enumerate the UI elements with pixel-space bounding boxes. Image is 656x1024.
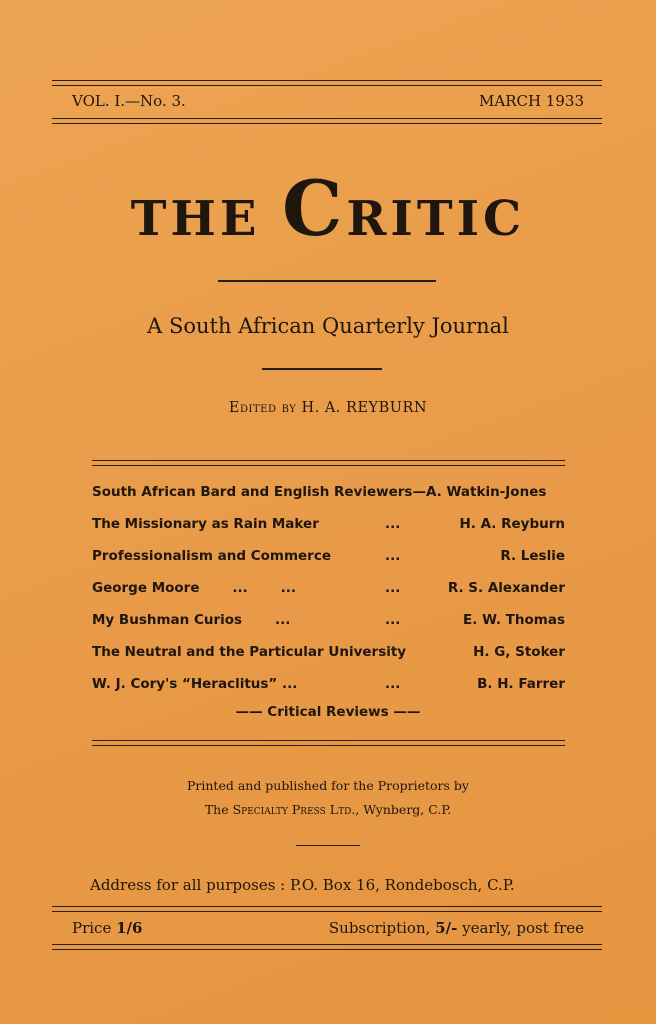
leader-dots: ... [385, 516, 401, 532]
article-author: B. H. Farrer [477, 676, 565, 692]
publisher-line-1: Printed and published for the Proprietors by [186, 778, 469, 793]
title-rule [218, 280, 436, 282]
contents-item [92, 484, 565, 504]
publisher-suffix: , Wynberg, C.P. [355, 802, 452, 817]
contents-bottom-double-rule [92, 740, 565, 746]
editor-name: H. A. REYBURN [301, 400, 428, 416]
publisher-name: Specialty Press Ltd. [232, 802, 356, 817]
critical-reviews: —— Critical Reviews —— [235, 704, 421, 720]
publisher-rule [296, 845, 360, 846]
article-author: R. S. Alexander [447, 580, 565, 596]
title-word-ritic: RITIC [346, 191, 526, 247]
article-title: W. J. Cory's “Heraclitus” ... [92, 676, 298, 692]
title-initial-c: C [282, 164, 347, 253]
contents-item [92, 612, 565, 632]
footer-top-double-rule [52, 906, 602, 912]
price [72, 919, 142, 937]
article-title: South African Bard and English Reviewers—A. Watkin-Jones [92, 484, 547, 500]
article-title: The Missionary as Rain Maker [92, 516, 319, 532]
title-word-the: THE [130, 191, 261, 247]
article-title: The Neutral and the Particular University [92, 644, 407, 660]
publisher-line-2 [0, 802, 656, 817]
leader-dots: ... [385, 676, 401, 692]
subscription-label: Subscription, [328, 919, 431, 937]
article-author: R. Leslie [500, 548, 565, 564]
table-of-contents [92, 484, 565, 724]
header-bottom-double-rule [52, 118, 602, 124]
article-title: George Moore ... ... [92, 580, 297, 596]
issue-date: MARCH 1933 [479, 92, 584, 110]
contents-item [92, 548, 565, 568]
article-author: E. W. Thomas [463, 612, 565, 628]
subscription-suffix: yearly, post free [462, 919, 584, 937]
subtitle-rule [262, 368, 382, 370]
top-double-rule [52, 80, 602, 86]
journal-title [0, 164, 656, 275]
leader-dots: ... [385, 548, 401, 564]
subscription [329, 919, 584, 937]
price-label: Price [72, 919, 112, 937]
article-author: H. A. Reyburn [459, 516, 565, 532]
journal-subtitle: A South African Quarterly Journal [147, 314, 509, 338]
article-title: Professionalism and Commerce [92, 548, 331, 564]
leader-dots: ... [385, 580, 401, 596]
article-author: H. G, Stoker [473, 644, 565, 660]
contents-item [92, 516, 565, 536]
address-line: Address for all purposes : P.O. Box 16, Rondebosch, C.P. [90, 876, 515, 894]
price-value: 1/6 [116, 919, 143, 937]
editor-line [0, 400, 656, 416]
leader-dots: ... [385, 612, 401, 628]
footer-bottom-double-rule [52, 944, 602, 950]
publisher-prefix: The [204, 802, 229, 817]
contents-item [92, 644, 565, 664]
volume-number: VOL. I.—No. 3. [72, 92, 186, 110]
article-title: My Bushman Curios ... [92, 612, 291, 628]
contents-top-double-rule [92, 460, 565, 466]
subscription-value: 5/- [435, 919, 458, 937]
contents-item [92, 676, 565, 696]
editor-prefix: Edited by [228, 400, 297, 416]
contents-item [92, 580, 565, 600]
